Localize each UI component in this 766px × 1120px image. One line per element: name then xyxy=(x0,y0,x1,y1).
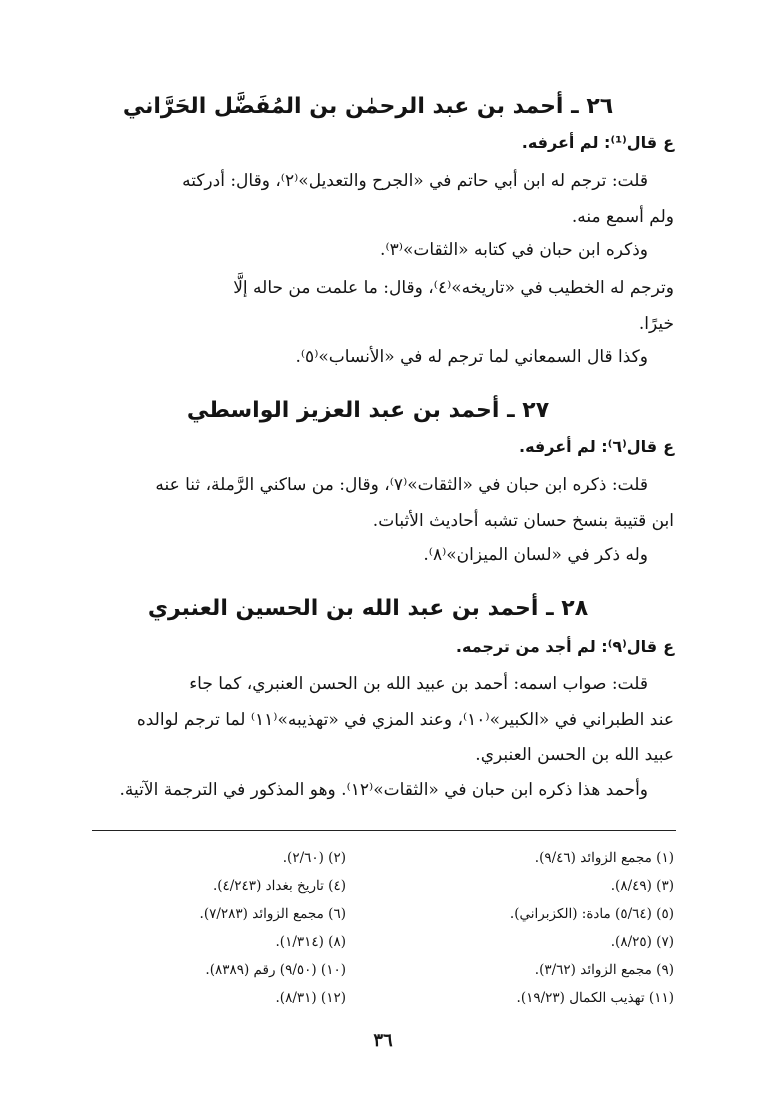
quote-text: قال⁽¹⁾: لم أعرفه. xyxy=(521,133,658,152)
footnote: (٣) (٨/٤٩). xyxy=(610,878,674,894)
footnote: (٧) (٨/٢٥). xyxy=(610,934,674,950)
text-line: وأحمد هذا ذكره ابن حبان في «الثقات»⁽١٢⁾. وهو المذكور في الترجمة الآتية. xyxy=(119,780,648,800)
quote-line xyxy=(60,437,674,456)
footnote-separator xyxy=(92,830,676,831)
text-line: وكذا قال السمعاني لما ترجم له في «الأنساب»⁽٥⁾. xyxy=(295,347,648,367)
text-line: وله ذكر في «لسان الميزان»⁽٨⁾. xyxy=(423,545,648,565)
entry-heading: ٢٨ ـ أحمد بن عبد الله بن الحسين العنبري xyxy=(147,596,589,621)
footnote: (٥) (٥/٦٤) مادة: (الكزبراني). xyxy=(509,906,674,922)
text-line: عند الطبراني في «الكبير»⁽١٠⁾، وعند المزي في «تهذيبه»⁽١١⁾ لما ترجم لوالده xyxy=(136,710,674,730)
footnote: (١١) تهذيب الكمال (١٩/٢٣). xyxy=(516,990,674,1006)
text-line: عبيد الله بن الحسن العنبري. xyxy=(475,745,674,765)
footnote: (٢) (٢/٦٠). xyxy=(282,850,346,866)
text-line: خيرًا. xyxy=(638,314,674,334)
quote-mark: ع xyxy=(663,437,674,456)
quote-line xyxy=(60,637,674,656)
text-line: قلت: ذكره ابن حبان في «الثقات»⁽٧⁾، وقال: من ساكني الرَّملة، ثنا عنه xyxy=(155,475,648,495)
footnote: (٩) مجمع الزوائد (٣/٦٢). xyxy=(534,962,674,978)
footnote: (١٢) (٨/٣١). xyxy=(275,990,346,1006)
quote-text: قال⁽٩⁾: لم أجد من ترجمه. xyxy=(455,637,658,656)
text-line: قلت: صواب اسمه: أحمد بن عبيد الله بن الحسن العنبري، كما جاء xyxy=(189,674,648,694)
footnote: (٤) تاريخ بغداد (٤/٢٤٣). xyxy=(212,878,346,894)
page-number: ٣٦ xyxy=(373,1030,393,1051)
footnote: (١) مجمع الزوائد (٩/٤٦). xyxy=(534,850,674,866)
footnote: (١٠) (٩/٥٠) رقم (٨٣٨٩). xyxy=(205,962,346,978)
quote-line xyxy=(60,133,674,152)
entry-heading: ٢٧ ـ أحمد بن عبد العزيز الواسطي xyxy=(186,398,550,423)
quote-mark: ع xyxy=(663,637,674,656)
text-line: ابن قتيبة بنسخ حسان تشبه أحاديث الأثبات. xyxy=(372,511,674,531)
text-line: وترجم له الخطيب في «تاريخه»⁽٤⁾، وقال: ما علمت من حاله إلَّا xyxy=(233,278,674,298)
footnote: (٦) مجمع الزوائد (٧/٢٨٣). xyxy=(199,906,346,922)
quote-text: قال⁽٦⁾: لم أعرفه. xyxy=(518,437,658,456)
entry-heading: ٢٦ ـ أحمد بن عبد الرحمٰن بن المُفَضَّل الحَرَّاني xyxy=(122,94,614,119)
text-line: قلت: ترجم له ابن أبي حاتم في «الجرح والتعديل»⁽٢⁾، وقال: أدركته xyxy=(182,171,648,191)
footnote: (٨) (١/٣١٤). xyxy=(275,934,346,950)
text-line: ولم أسمع منه. xyxy=(571,207,674,227)
text-line: وذكره ابن حبان في كتابه «الثقات»⁽٣⁾. xyxy=(380,240,648,260)
quote-mark: ع xyxy=(663,133,674,152)
